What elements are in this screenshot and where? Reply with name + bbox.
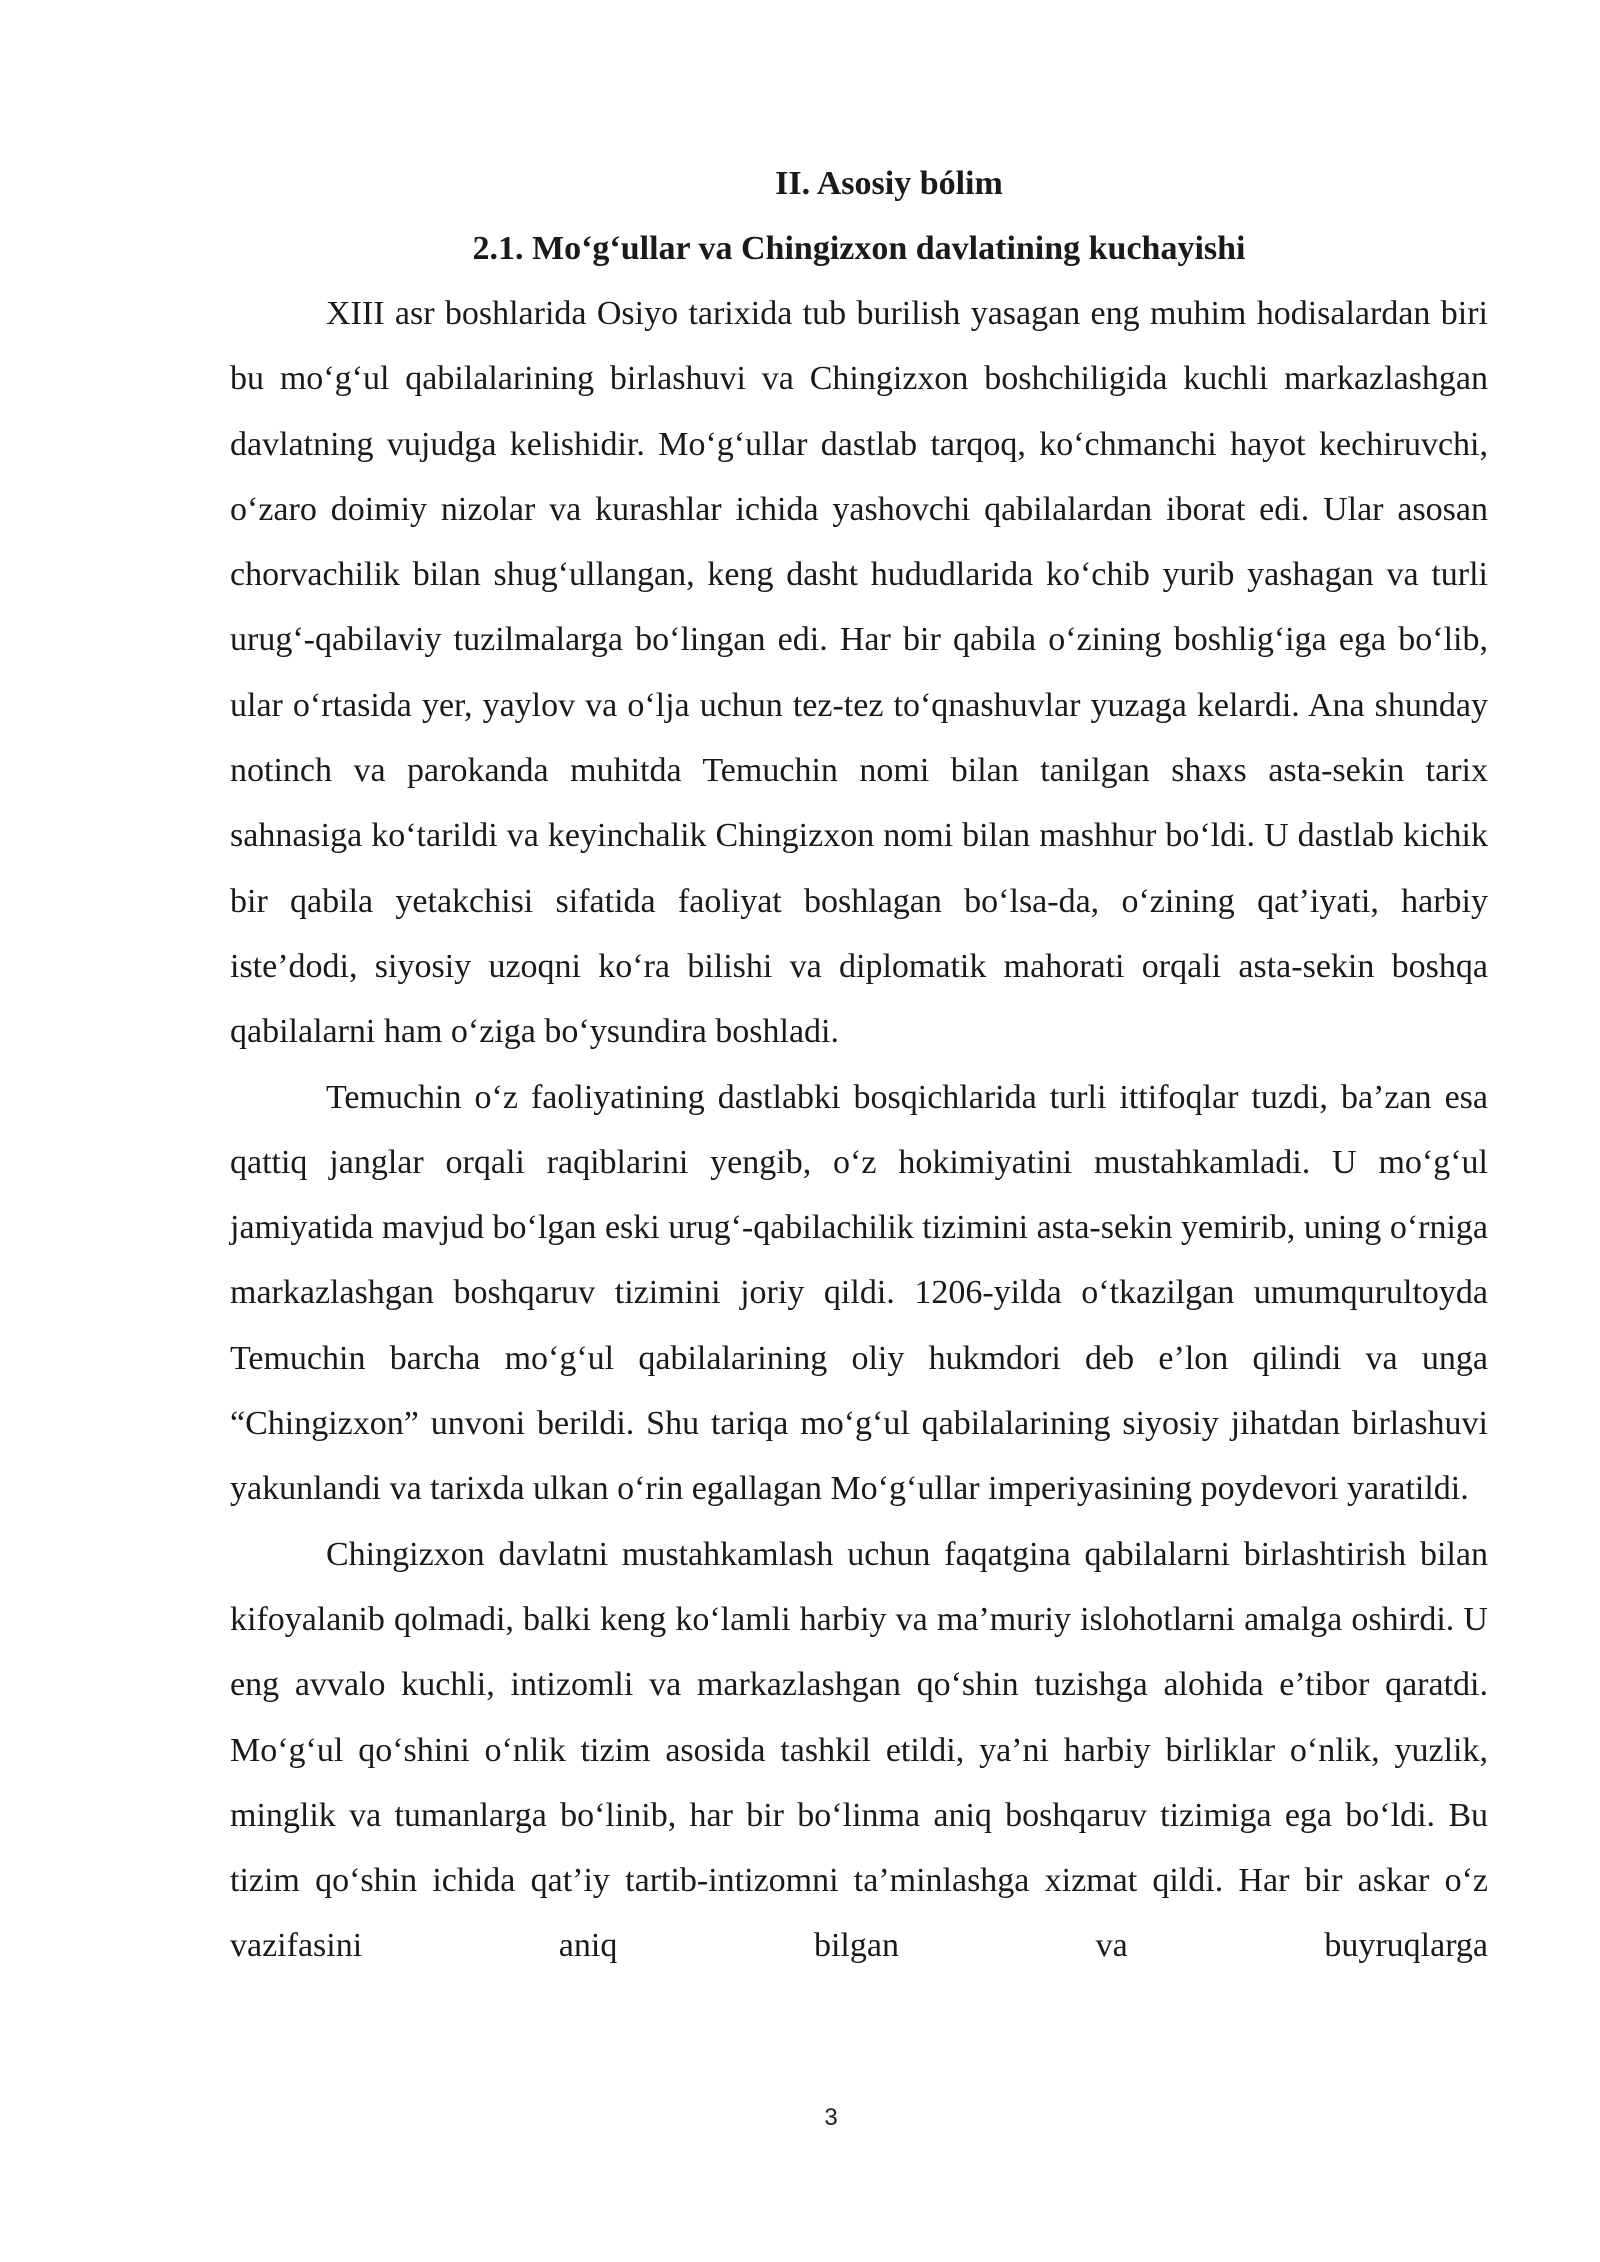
page-number: 3 <box>824 2104 838 2131</box>
page-content <box>230 151 1488 1979</box>
paragraph-3: Chingizxon davlatni mustahkamlash uchun faqatgina qabilalarni birlashtirish bilan kifoyalanib qolmadi, balki keng ko‘lamli harbiy va ma’muriy islohotlarni amalga oshirdi. U eng avvalo kuchli, intizomli va markazlashgan qo‘shin tuzishga alohida e’tibor qaratdi. Mo‘g‘ul qo‘shini o‘nlik tizim asosida tashkil etildi, ya’ni harbiy birliklar o‘nlik, yuzlik, minglik va tumanlarga bo‘linib, har bir bo‘linma aniq boshqaruv tizimiga ega bo‘ldi. Bu tizim qo‘shin ichida qat’iy tartib-intizomni ta’minlashga xizmat qildi. Har bir askar o‘z vazifasini aniq bilgan va buyruqlarga <box>230 1535 1488 1965</box>
paragraph-2: Temuchin o‘z faoliyatining dastlabki bosqichlarida turli ittifoqlar tuzdi, ba’zan esa qattiq janglar orqali raqiblarini yengib, o‘z hokimiyatini mustahkamladi. U mo‘g‘ul jamiyatida mavjud bo‘lgan eski urug‘-qabilachilik tizimini asta-sekin yemirib, uning o‘rniga markazlashgan boshqaruv tizimini joriy qildi. 1206-yilda o‘tkazilgan umumqurultoyda Temuchin barcha mo‘g‘ul qabilalarining oliy hukmdori deb e’lon qilindi va unga “Chingizxon” unvoni berildi. Shu tariqa mo‘g‘ul qabilalarining siyosiy jihatdan birlashuvi yakunlandi va tarixda ulkan o‘rin egallagan Mo‘g‘ullar imperiyasining poydevori yaratildi. <box>230 1078 1488 1508</box>
paragraph-1: XIII asr boshlarida Osiyo tarixida tub burilish yasagan eng muhim hodisalardan biri bu mo‘g‘ul qabilalarining birlashuvi va Chingizxon boshchiligida kuchli markazlashgan davlatning vujudga kelishidir. Mo‘g‘ullar dastlab tarqoq, ko‘chmanchi hayot kechiruvchi, o‘zaro doimiy nizolar va kurashlar ichida yashovchi qabilalardan iborat edi. Ular asosan chorvachilik bilan shug‘ullangan, keng dasht hududlarida ko‘chib yurib yashagan va turli urug‘-qabilaviy tuzilmalarga bo‘lingan edi. Har bir qabila o‘zining boshlig‘iga ega bo‘lib, ular o‘rtasida yer, yaylov va o‘lja uchun tez-tez to‘qnashuvlar yuzaga kelardi. Ana shunday notinch va parokanda muhitda Temuchin nomi bilan tanilgan shaxs asta-sekin tarix sahnasiga ko‘tarildi va keyinchalik Chingizxon nomi bilan mashhur bo‘ldi. U dastlab kichik bir qabila yetakchisi sifatida faoliyat boshlagan bo‘lsa-da, o‘zining qat’iyati, harbiy iste’dodi, siyosiy uzoqni ko‘ra bilishi va diplomatik mahorati orqali asta-sekin boshqa qabilalarni ham o‘ziga bo‘ysundira boshladi. <box>230 295 1488 1051</box>
subsection-title: 2.1. Mo‘g‘ullar va Chingizxon davlatining kuchayishi <box>472 230 1246 267</box>
section-title: II. Asosiy bólim <box>775 165 1003 202</box>
